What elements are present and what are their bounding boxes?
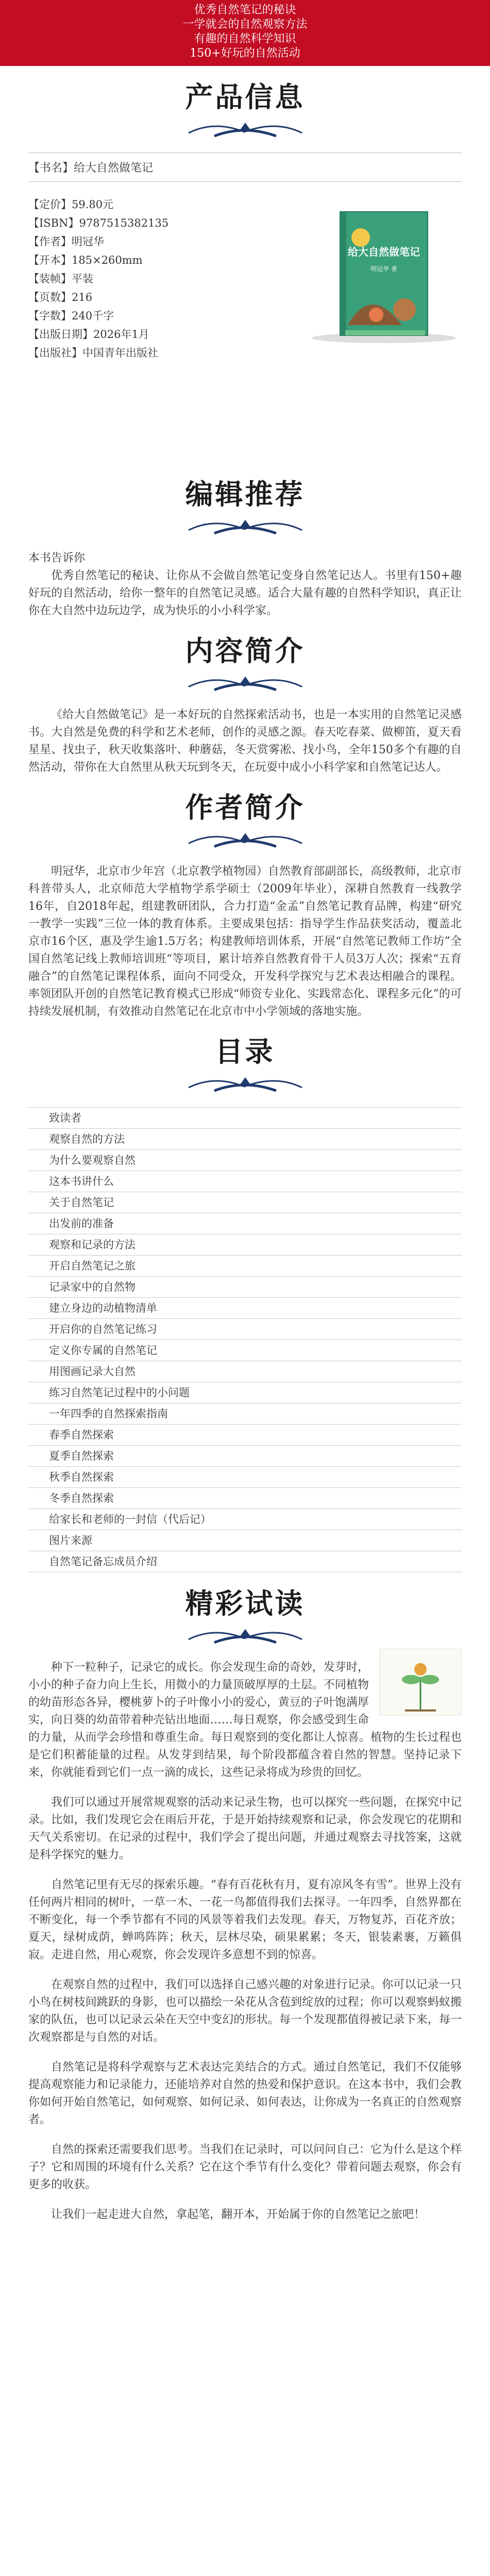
section-title: 内容简介 [185,635,305,667]
ornament-divider-icon [183,117,307,143]
ornament-divider-icon [183,828,307,854]
excerpt-paragraph: 让我们一起走进大自然，拿起笔，翻开本，开始属于你的自然笔记之旅吧！ [51,2208,426,2221]
plant-sketch-icon [379,1649,462,1716]
hero-banner [0,0,490,66]
page-footer-space [0,2224,490,2244]
section-info [0,66,490,143]
toc-item: 定义你专属的自然笔记 [28,1340,462,1361]
toc-item: 致读者 [28,1107,462,1129]
excerpt-paragraph: 自然的探索还需要我们思考。当我们在记录时，可以问问自己：它为什么是这个样子？它和周围的环境有什么关系？它在这个季节有什么变化？带着问题去观察，你会有更多的收获。 [28,2143,462,2191]
ornament-divider-icon [183,671,307,697]
ornament-divider-icon [183,515,307,540]
toc-item: 图片来源 [28,1530,462,1551]
recommend-text: 优秀自然笔记的秘诀、让你从不会做自然笔记变身自然笔记达人。书里有150+趣好玩的自然活动，给你一整年的自然笔记灵感。适合大量有趣的自然科学知识，真正让你在大自然中边玩边学，成为快乐的小小科学家。 [28,569,462,617]
toc-item: 建立身边的动植物清单 [28,1298,462,1319]
hero-line: 一学就会的自然观察方法 [182,18,308,31]
author-text: 明冠华，北京市少年宫（北京教学植物园）自然教育部副部长，高级教师，北京市科普带头人，北京师范大学植物学系学硕士（2009年毕业），深耕自然教育一线教学16年，自2018年起，组建教研团队，合力打造“金孟”自然笔记教育品牌，构建“研究一教学一实践”三位一体的教育体系。主要成果包括：指导学生作品获奖活动，覆盖北京市16个区，惠及学生逾1.5万名；构建教师培训体系，开展“自然笔记教师工作坊”全国自然笔记线上教师培训班“等项目，累计培养自然教育骨干人员3万人次；探索“五育融合”的自然笔记课程体系，面向不同受众，开发科学探究与艺术表达相融合的课程。率领团队开创的自然笔记教育模式已形成“师资专业化、实践常态化、课程多元化”的可持续发展机制，有效推动自然笔记在北京市中小学领域的落地实施。 [28,865,462,1018]
toc-item: 开启自然笔记之旅 [28,1256,462,1277]
toc-item: 记录家中的自然物 [28,1277,462,1298]
toc-item: 为什么要观察自然 [28,1150,462,1171]
section-title: 编辑推荐 [185,478,305,511]
toc-item: 开启你的自然笔记练习 [28,1319,462,1340]
info-row-publisher: 【出版社】中国青年出版社 [28,347,158,359]
book-name: 【书名】给大自然做笔记 [28,152,462,182]
info-row-binding: 【装帧】平装 [28,273,93,285]
section-recommend [0,463,490,540]
toc-item: 用图画记录大自然 [28,1361,462,1382]
info-row-price: 【定价】59.80元 [28,198,114,211]
excerpt-body [0,1659,490,2224]
recommend-label: 本书告诉你 [28,552,86,565]
section-author [0,776,490,854]
hero-line: 优秀自然笔记的秘诀 [194,4,296,16]
intro-text: 《给大自然做笔记》是一本好玩的自然探索活动书，也是一本实用的自然笔记灵感书。大自然是免费的科学和艺术老师，创作的灵感之源。春天吃春菜、做柳笛，夏天看星星、找虫子，秋天收集落叶、种蘑菇，冬天赏雾凇、找小鸟，全年150多个有趣的自然活动，带你在大自然里从秋天玩到冬天，在玩耍中成小小科学家和自然笔记达人。 [28,708,462,774]
section-title: 作者简介 [185,791,305,824]
toc-item: 观察自然的方法 [28,1129,462,1150]
excerpt-paragraph: 我们可以通过开展常规观察的活动来记录生物，也可以探究一些问题，在探究中记录。比如，我们发现它会在雨后开花，于是开始持续观察和记录，你会发现它的花期和天气关系密切。在记录的过程中，我们学会了提出问题，并通过观察去寻找答案，这就是科学探究的魅力。 [28,1796,462,1861]
book-cover [299,207,469,346]
toc-item: 观察和记录的方法 [28,1234,462,1256]
section-title: 精彩试读 [185,1587,305,1620]
toc-item: 练习自然笔记过程中的小问题 [28,1382,462,1403]
info-row-isbn: 【ISBN】9787515382135 [28,217,169,229]
excerpt-paragraph: 自然笔记里有无尽的探索乐趣。“春有百花秋有月，夏有凉风冬有雪”。世界上没有任何两片相同的树叶，一草一木、一花一鸟都值得我们去探寻。一年四季，自然界都在不断变化，每一个季节都有不同的风景等着我们去发现。春天，万物复苏，百花齐放；夏天，绿树成荫，蝉鸣阵阵；秋天，层林尽染，硕果累累；冬天，银装素裹，万籁俱寂。走进自然，用心观察，你会发现许多意想不到的惊喜。 [28,1878,462,1961]
info-row-pages: 【页数】216 [28,291,93,303]
info-area [28,195,462,463]
excerpt-paragraph: 种下一粒种子，记录它的成长。你会发现生命的奇妙，发芽时，小小的种子奋力向上生长，用微小的力量顶破厚厚的土层。不同植物的幼苗形态各异，樱桃萝卜的子叶像小小的爱心，黄豆的子叶饱满厚实，向日葵的幼苗带着种壳钻出地面……每日观察，你会感受到生命的力量，从而学会珍惜和尊重生命。每日观察到的变化都让人惊喜。植物的生长过程也是它们积蓄能量的过程。从发芽到结果，每个阶段都蕴含着自然的智慧。坚持记录下来，你就能看到它们一点一滴的成长，这些记录将成为珍贵的回忆。 [28,1661,462,1779]
hero-line: 150+好玩的自然活动 [190,47,300,60]
toc-item: 给家长和老师的一封信（代后记） [28,1509,462,1530]
ornament-divider-icon [183,1624,307,1650]
cover-author: 明冠华 著 [370,265,397,273]
table-of-contents [28,1107,462,1572]
hero-line: 有趣的自然科学知识 [194,32,296,45]
excerpt-paragraph: 自然笔记是将科学观察与艺术表达完美结合的方式。通过自然笔记，我们不仅能够提高观察能力和记录能力，还能培养对自然的热爱和保护意识。在这本书中，我们会教你如何开始自然笔记，如何观察、如何记录、如何表达，让你成为一名真正的自然观察者。 [28,2061,462,2126]
toc-item: 冬季自然探索 [28,1488,462,1509]
info-row-author: 【作者】明冠华 [28,235,104,248]
section-title: 目录 [215,1036,275,1068]
toc-item: 关于自然笔记 [28,1192,462,1213]
ornament-divider-icon [183,1072,307,1098]
section-intro [0,620,490,697]
info-row-words: 【字数】240千字 [28,310,114,322]
toc-item: 自然笔记备忘成员介绍 [28,1551,462,1572]
excerpt-paragraph: 在观察自然的过程中，我们可以选择自己感兴趣的对象进行记录。你可以记录一只小鸟在树枝间跳跃的身影，也可以描绘一朵花从含苞到绽放的过程；你可以观察蚂蚁搬家的队伍，也可以记录云朵在天空中变幻的形状。每一个发现都值得被记录下来，每一次观察都是与自然的对话。 [28,1978,462,2044]
section-excerpt [0,1572,490,1650]
toc-item: 秋季自然探索 [28,1467,462,1488]
section-title: 产品信息 [185,81,305,113]
info-row-date: 【出版日期】2026年1月 [28,328,149,341]
section-toc [0,1021,490,1098]
toc-item: 夏季自然探索 [28,1446,462,1467]
info-table [28,195,255,362]
toc-item: 一年四季的自然探索指南 [28,1403,462,1425]
cover-title: 给大自然做笔记 [348,246,420,258]
toc-item: 春季自然探索 [28,1425,462,1446]
toc-item: 出发前的准备 [28,1213,462,1234]
info-row-format: 【开本】185×260mm [28,254,143,266]
toc-item: 这本书讲什么 [28,1171,462,1192]
